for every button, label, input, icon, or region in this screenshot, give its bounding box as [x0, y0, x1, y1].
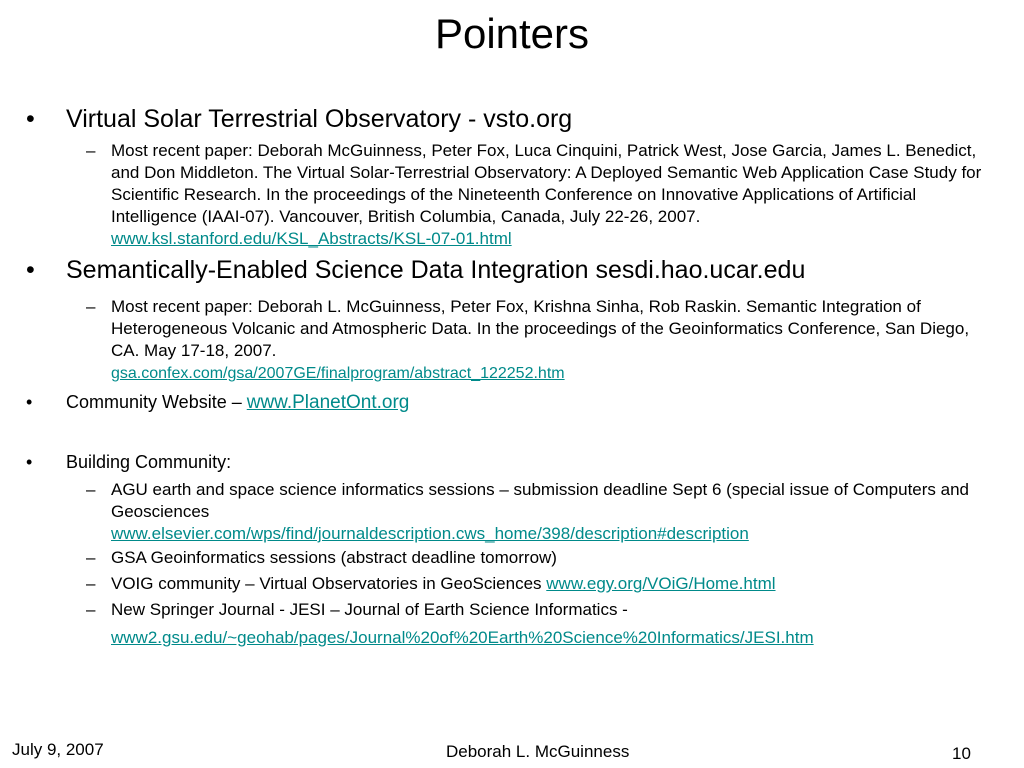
- dash-glyph: –: [86, 480, 96, 499]
- vsto-paper-link[interactable]: www.ksl.stanford.edu/KSL_Abstracts/KSL-07-01.html: [111, 229, 512, 248]
- voig-link[interactable]: www.egy.org/VOiG/Home.html: [546, 574, 776, 593]
- slide-title: Pointers: [434, 10, 590, 57]
- sesdi-paper-text: Most recent paper: Deborah L. McGuinness, Peter Fox, Krishna Sinha, Rob Raskin. Semantic Integration of Heterogeneous Volcanic and Atmospheric Data. In the proceedings of the Geoinformatics Conference, San Diego, CA. May 17-18, 2007.: [111, 297, 970, 360]
- agu-text: AGU earth and space science informatics sessions – submission deadline Sept 6 (special issue of Computers and Geosciences: [111, 480, 969, 521]
- sesdi-heading: Semantically-Enabled Science Data Integration sesdi.hao.ucar.edu: [66, 256, 806, 284]
- building-heading: Building Community:: [66, 452, 232, 472]
- jesi-item: [86, 599, 991, 649]
- bullet-glyph: •: [26, 452, 33, 472]
- community-link[interactable]: www.PlanetOnt.org: [246, 392, 410, 413]
- community-label: Community Website –: [66, 392, 247, 412]
- vsto-paper-text: Most recent paper: Deborah McGuinness, Peter Fox, Luca Cinquini, Patrick West, Jose Garcia, James L. Benedict, and Don Middleton. The Virtual Solar-Terrestrial Observatory: A Deployed Semantic Web Application Case Study for Scientific Research. In the proceedings of the Nineteenth Conference on Innovative Applications of Artificial Intelligence (IAAI-07). Vancouver, British Columbia, Canada, July 22-26, 2007.: [111, 141, 982, 226]
- sesdi-paper-link[interactable]: gsa.confex.com/gsa/2007GE/finalprogram/abstract_122252.htm: [111, 365, 565, 382]
- footer-date: July 9, 2007: [12, 740, 104, 759]
- sesdi-paper-item: [86, 296, 991, 385]
- agu-item: [86, 479, 991, 545]
- agu-link[interactable]: www.elsevier.com/wps/find/journaldescription.cws_home/398/description#description: [111, 524, 749, 543]
- dash-glyph: –: [86, 297, 96, 316]
- bullet-sesdi: [26, 255, 996, 285]
- footer-author: Deborah L. McGuinness: [446, 742, 630, 761]
- voig-item: [86, 573, 991, 595]
- footer-page-number: 10: [952, 744, 971, 763]
- bullet-community: [26, 391, 996, 414]
- vsto-paper-item: [86, 140, 991, 250]
- dash-glyph: –: [86, 548, 96, 567]
- gsa-item: [86, 547, 991, 569]
- voig-text: VOIG community – Virtual Observatories in GeoSciences: [111, 574, 547, 593]
- dash-glyph: –: [86, 600, 96, 619]
- dash-glyph: –: [86, 141, 96, 160]
- bullet-glyph: •: [26, 392, 33, 412]
- dash-glyph: –: [86, 574, 96, 593]
- bullet-vsto: [26, 104, 996, 134]
- jesi-text: New Springer Journal - JESI – Journal of Earth Science Informatics -: [111, 600, 628, 619]
- bullet-building: [26, 451, 996, 473]
- jesi-link[interactable]: www2.gsu.edu/~geohab/pages/Journal%20of%20Earth%20Science%20Informatics/JESI.htm: [111, 628, 814, 647]
- vsto-heading: Virtual Solar Terrestrial Observatory - vsto.org: [66, 105, 573, 133]
- gsa-text: GSA Geoinformatics sessions (abstract deadline tomorrow): [111, 548, 557, 567]
- bullet-glyph: •: [26, 256, 35, 284]
- bullet-glyph: •: [26, 105, 35, 133]
